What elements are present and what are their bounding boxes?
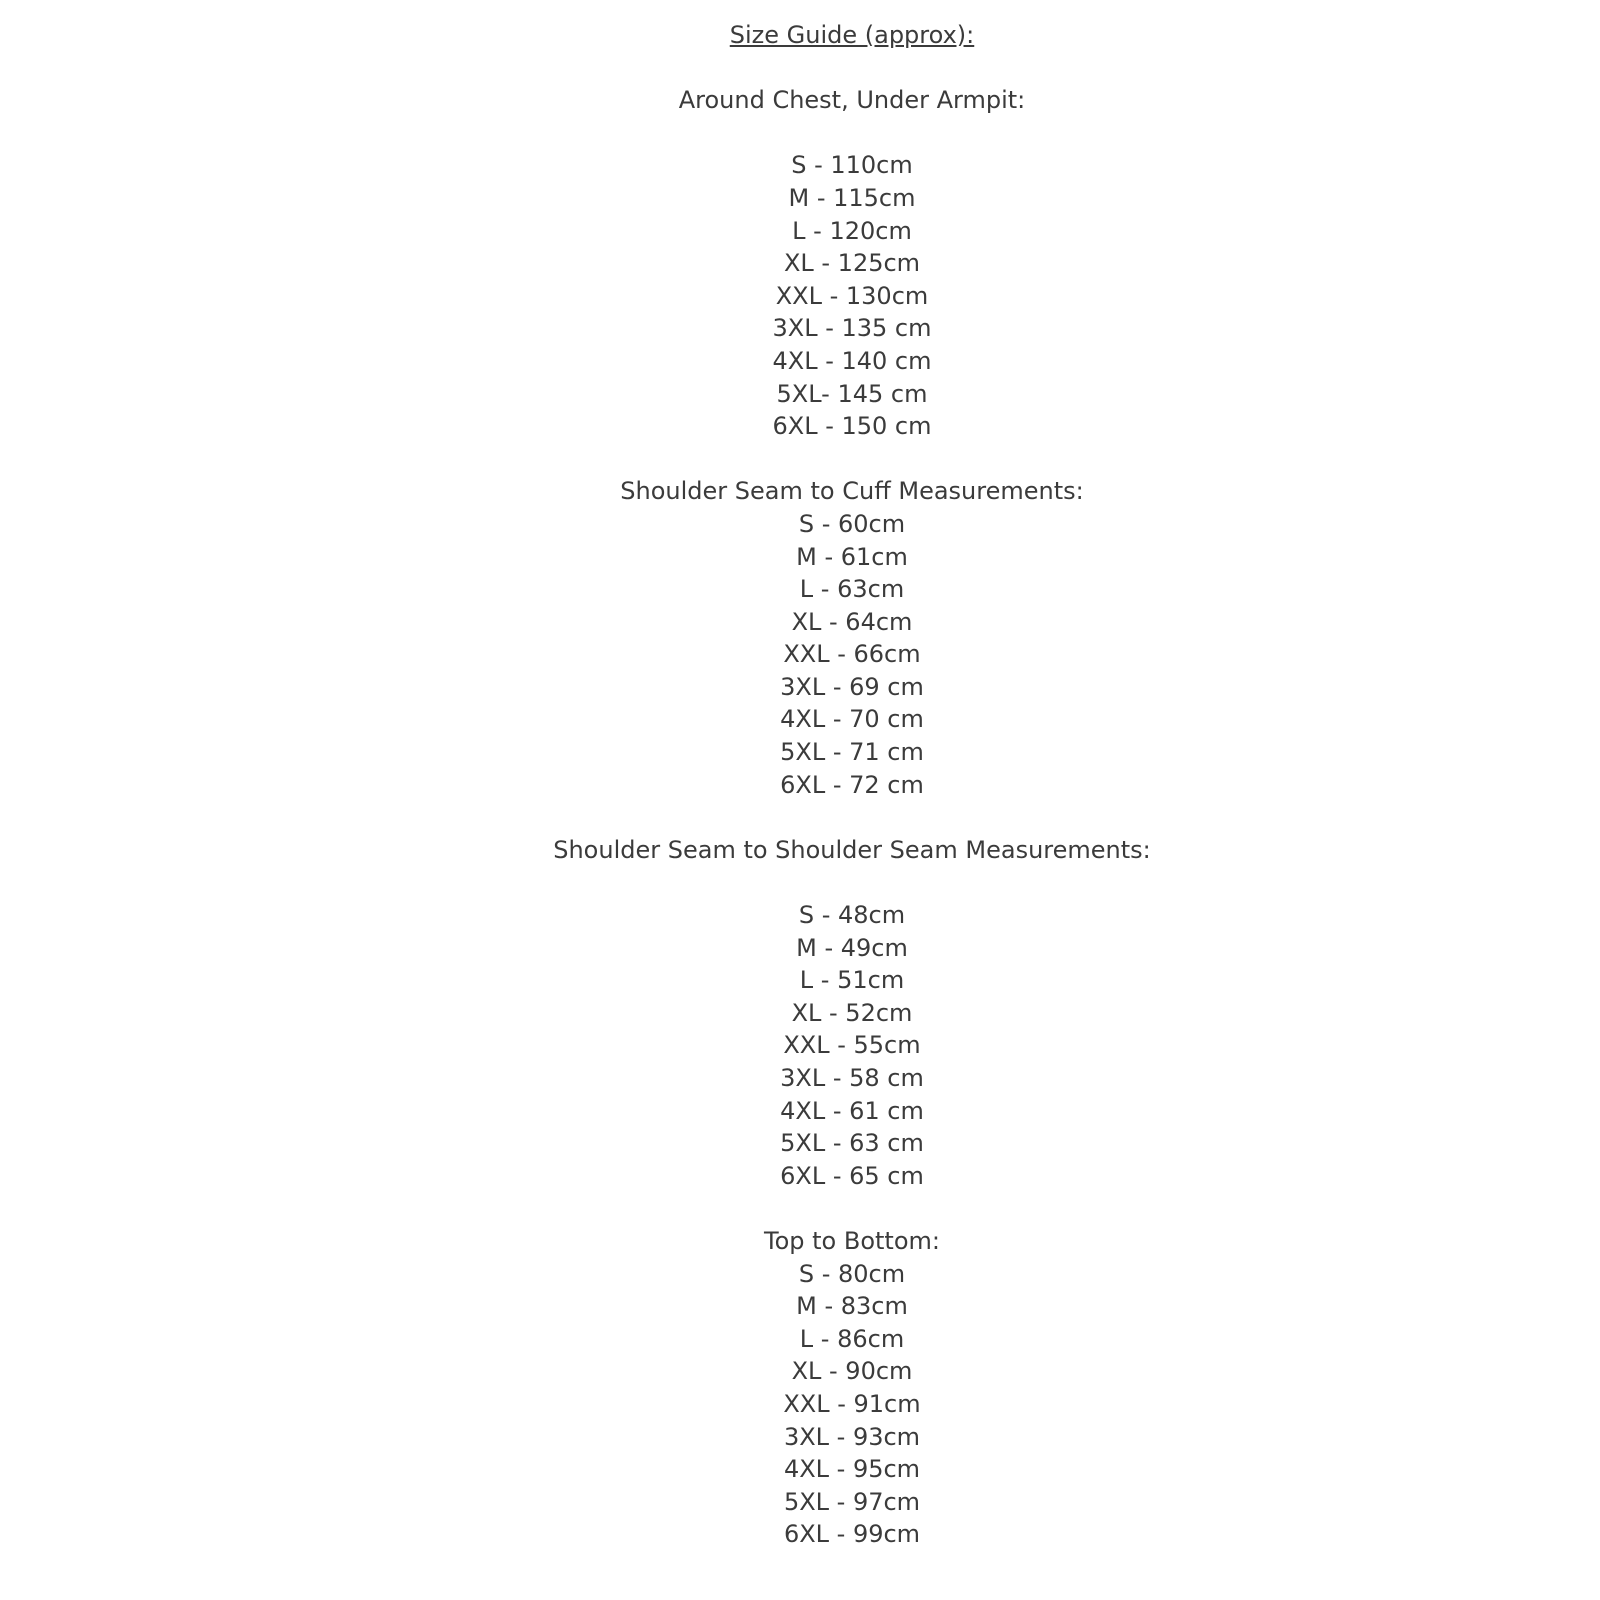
size-list-shoulder-to-cuff	[104, 508, 1600, 801]
size-row: S - 48cm	[798, 901, 906, 930]
size-row: XXL - 55cm	[783, 1031, 921, 1060]
size-row: 6XL - 65 cm	[780, 1161, 924, 1190]
section-title-around-chest: Around Chest, Under Armpit:	[678, 86, 1026, 115]
size-list-shoulder-to-shoulder	[104, 899, 1600, 1192]
size-row: L - 120cm	[792, 216, 912, 245]
size-row: 6XL - 72 cm	[780, 770, 924, 799]
section-title-shoulder-to-shoulder: Shoulder Seam to Shoulder Seam Measurements:	[553, 835, 1151, 864]
size-row: 4XL - 61 cm	[780, 1096, 924, 1125]
size-row: S - 110cm	[791, 151, 913, 180]
size-row: 5XL - 71 cm	[780, 738, 924, 767]
size-row: 5XL - 63 cm	[780, 1129, 924, 1158]
size-row: 3XL - 135 cm	[772, 314, 932, 343]
size-row: 4XL - 140 cm	[772, 346, 932, 375]
size-row: S - 60cm	[798, 509, 906, 538]
section-title-top-to-bottom: Top to Bottom:	[764, 1226, 940, 1255]
size-row: XXL - 130cm	[775, 281, 929, 310]
size-row: M - 83cm	[796, 1292, 908, 1321]
size-row: 6XL - 99cm	[783, 1520, 921, 1549]
section-top-to-bottom	[104, 1225, 1600, 1551]
size-row: L - 63cm	[799, 575, 905, 604]
size-row: XXL - 66cm	[783, 640, 921, 669]
size-row: S - 80cm	[798, 1259, 906, 1288]
size-row: L - 86cm	[799, 1324, 905, 1353]
size-row: M - 61cm	[796, 542, 908, 571]
section-shoulder-to-cuff	[104, 475, 1600, 801]
size-row: 4XL - 95cm	[783, 1455, 921, 1484]
size-row: M - 115cm	[788, 183, 916, 212]
size-row: XL - 90cm	[791, 1357, 913, 1386]
size-row: 3XL - 93cm	[783, 1422, 921, 1451]
size-row: XL - 64cm	[791, 607, 913, 636]
size-row: 6XL - 150 cm	[772, 412, 932, 441]
section-title-shoulder-to-cuff: Shoulder Seam to Cuff Measurements:	[620, 477, 1084, 506]
size-row: XXL - 91cm	[783, 1389, 921, 1418]
size-list-around-chest	[104, 149, 1600, 442]
size-row: 3XL - 69 cm	[780, 672, 924, 701]
size-row: XL - 125cm	[783, 249, 921, 278]
size-row: M - 49cm	[796, 933, 908, 962]
size-row: XL - 52cm	[791, 998, 913, 1027]
page-title: Size Guide (approx):	[729, 21, 975, 49]
size-row: 4XL - 70 cm	[780, 705, 924, 734]
size-list-top-to-bottom	[104, 1258, 1600, 1551]
size-row: 5XL- 145 cm	[776, 379, 928, 408]
section-around-chest	[104, 84, 1600, 443]
size-row: 3XL - 58 cm	[780, 1064, 924, 1092]
size-row: 5XL - 97cm	[783, 1487, 921, 1516]
section-shoulder-to-shoulder	[104, 834, 1600, 1193]
size-row: L - 51cm	[799, 966, 905, 995]
